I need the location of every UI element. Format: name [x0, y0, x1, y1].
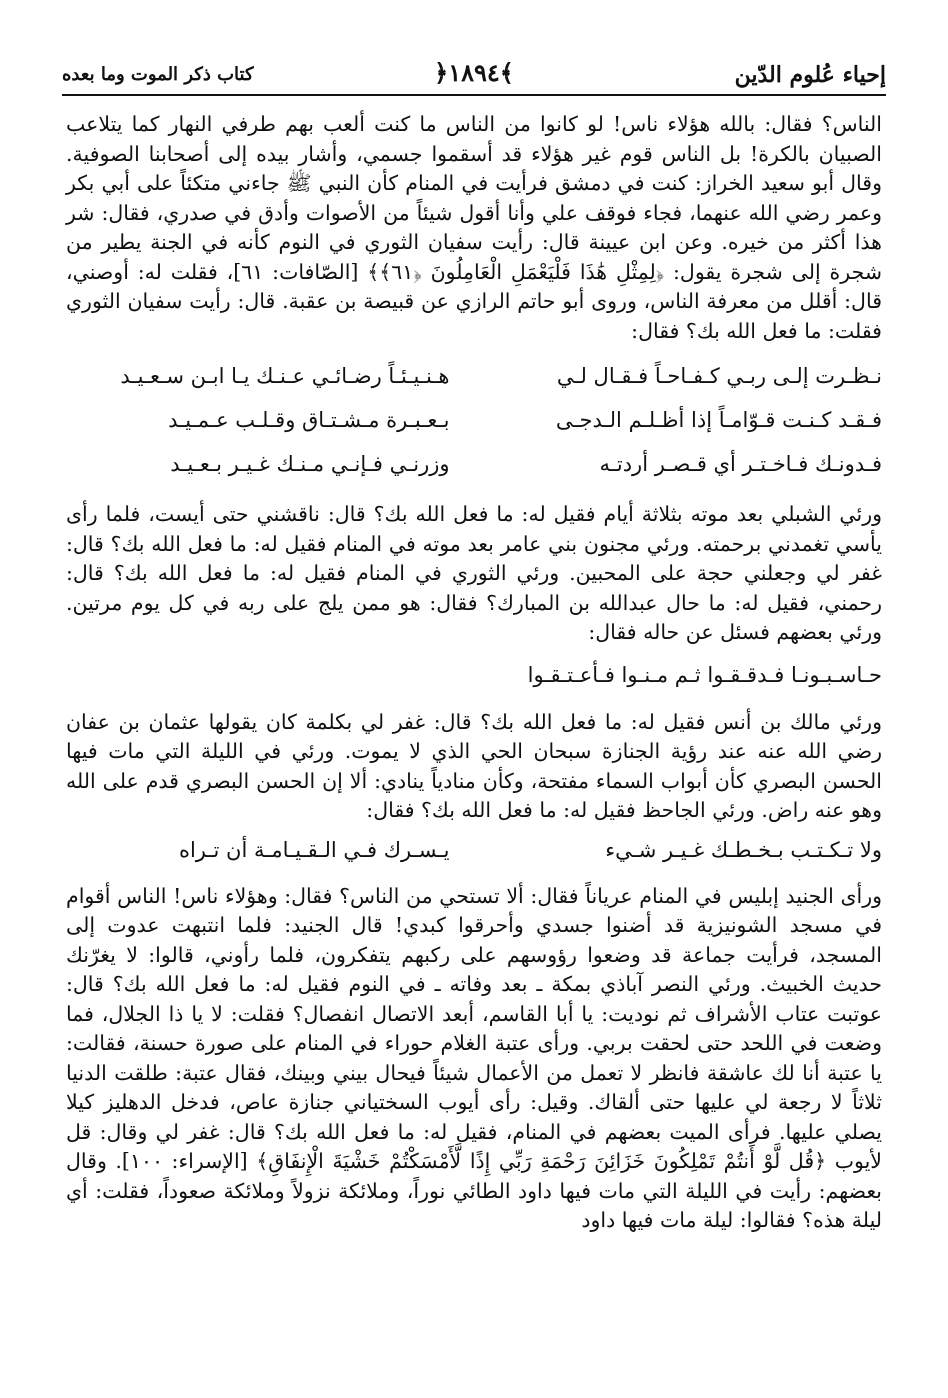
- poem-verse: [66, 354, 882, 398]
- poem-verse: [66, 828, 882, 872]
- single-verse: حـاسـبـونـا فـدقـقـوا ثـم مـنـوا فـأعـتـقـوا: [527, 662, 882, 687]
- page-number: ﴿١٨٩٤﴾: [434, 58, 514, 87]
- verse-first-hemistich: ولا تـكـتـب بـخـطـك غـيـر شـيء: [605, 837, 882, 862]
- poem: [66, 354, 882, 486]
- paragraph: ورئي مالك بن أنس فقيل له: ما فعل الله بك؟ قال: غفر لي بكلمة كان يقولها عثمان بن عفان رضي الله عنه عند رؤية الجنازة سبحان الحي الذي لا يموت. ورئي في الليلة التي مات فيها الحسن البصري كأن أبواب السماء مفتحة، وكأن منادياً ينادي: ألا إن الحسن البصري قدم على الله وهو عنه راض. ورئي الجاحظ فقيل له: ما فعل الله بك؟ فقال:: [66, 709, 882, 822]
- verse-second-hemistich: يـسـرك فـي الـقـيـامـة أن تـراه: [178, 837, 450, 862]
- paragraph: ورأى الجنيد إبليس في المنام عرياناً فقال: ألا تستحي من الناس؟ فقال: وهؤلاء ناس! الناس أقوام في مسجد الشونيزية قد أضنوا جسدي وأحرقوا كبدي! قال الجنيد: فلما انتبهت عدوت إلى المسجد، فرأيت جماعة قد وضعوا رؤوسهم على ركبهم يتفكرون، فلما رأوني، قالوا: لا يغرّنك حديث الخبيث. ورئي النصر آباذي بمكة ـ بعد وفاته ـ في النوم فقيل له: ما فعل الله بك؟ قال: عوتبت عتاب الأشراف ثم نوديت: يا أبا القاسم، أبعد الاتصال انفصال؟ فقلت: لا يا ذا الجلال، فما وضعت في اللحد حتى لحقت بربي. ورأى عتبة الغلام حوراء في المنام على صورة حسنة، فقالت: يا عتبة أنا لك عاشقة فانظر لا تعمل من الأعمال شيئاً فيحال بيني وبينك، فقال عتبة: طلقت الدنيا ثلاثاً لا رجعة لي عليها حتى ألقاك. وقيل: رأى أيوب السختياني جنازة عاص، فدخل الدهليز كيلا يصلي عليها. فرأى الميت بعضهم في المنام، فقيل له: ما فعل الله بك؟ قال: غفر لي وقال: قل لأيوب ﴿قُل لَّوْ أَنتُمْ تَمْلِكُونَ خَزَائِنَ رَحْمَةِ رَبِّي إِذًا لَّأَمْسَكْتُمْ خَشْيَةَ الْإِنفَاقِ﴾ [الإسراء: ١٠٠]. وقال بعضهم: رأيت في الليلة التي مات فيها داود الطائي نوراً، وملائكة نزولاً وملائكة صعوداً، فقلت: أي ليلة هذه؟ فقالوا: ليلة مات فيها داود: [66, 883, 882, 1232]
- page-body: [66, 110, 882, 1236]
- verse-second-hemistich: وزرنـي فـإنـي مـنـك غـيـر بـعـيـد: [170, 452, 450, 476]
- verse-first-hemistich: فـدونـك فـاخـتـر أي قـصـر أردتـه: [599, 452, 882, 476]
- paragraph: الناس؟ فقال: بالله هؤلاء ناس! لو كانوا من الناس ما كنت ألعب بهم طرفي النهار كما يتلاعب الصبيان بالكرة! بل الناس قوم غير هؤلاء قد أسقموا جسمي، وأشار بيده إلى أصحابنا الصوفية. وقال أبو سعيد الخراز: كنت في دمشق فرأيت في المنام كأن النبي ﷺ جاءني متكئاً على أبي بكر وعمر رضي الله عنهما، فجاء فوقف علي وأنا أقول شيئاً من الأصوات وأدق في صدري، فقال: شر هذا أكثر من خيره. وعن ابن عيينة قال: رأيت سفيان الثوري في النوم كأنه في الجنة يطير من شجرة إلى شجرة يقول: ﴿لِمِثْلِ هَٰذَا فَلْيَعْمَلِ الْعَامِلُونَ ﴿٦١﴾﴾ [الصّافات: ٦١]، فقلت له: أوصني، قال: أقلل من معرفة الناس، وروى أبو حاتم الرازي عن قبيصة بن عقبة. قال: رأيت سفيان الثوري فقلت: ما فعل الله بك؟ فقال:: [66, 112, 882, 343]
- page-header: [62, 58, 886, 92]
- header-rule: [62, 94, 886, 96]
- poem-verse: [66, 442, 882, 486]
- verse-second-hemistich: بـعـبـرة مـشـتـاق وقـلـب عـمـيـد: [168, 408, 450, 432]
- chapter-title: كتاب ذكر الموت وما بعده: [62, 64, 254, 85]
- poem-verse: [66, 398, 882, 442]
- paragraph: ورئي الشبلي بعد موته بثلاثة أيام فقيل له: ما فعل الله بك؟ قال: ناقشني حتى أيست، فلما رأى يأسي تغمدني برحمته. ورئي مجنون بني عامر بعد موته في المنام فقيل له: ما فعل الله بك؟ قال: غفر لي وجعلني حجة على المحبين. ورئي الثوري في المنام فقيل له: ما فعل الله بك؟ قال: رحمني، فقيل له: ما حال عبدالله بن المبارك؟ فقال: هو ممن يلج على ربه في كل يوم مرتين. ورئي بعضهم فسئل عن حاله فقال:: [66, 502, 882, 644]
- verse-second-hemistich: هـنـيـئـاً رضـائـي عـنـك يـا ابـن سـعـيـد: [120, 364, 450, 388]
- book-title: إحياء عُلوم الدّين: [734, 62, 886, 88]
- verse-first-hemistich: فـقـد كـنـت قـوّامـاً إذا أظـلـم الـدجـى: [555, 408, 882, 432]
- verse-first-hemistich: نـظـرت إلـى ربـي كـفـاحـاً فـقـال لـي: [556, 364, 882, 388]
